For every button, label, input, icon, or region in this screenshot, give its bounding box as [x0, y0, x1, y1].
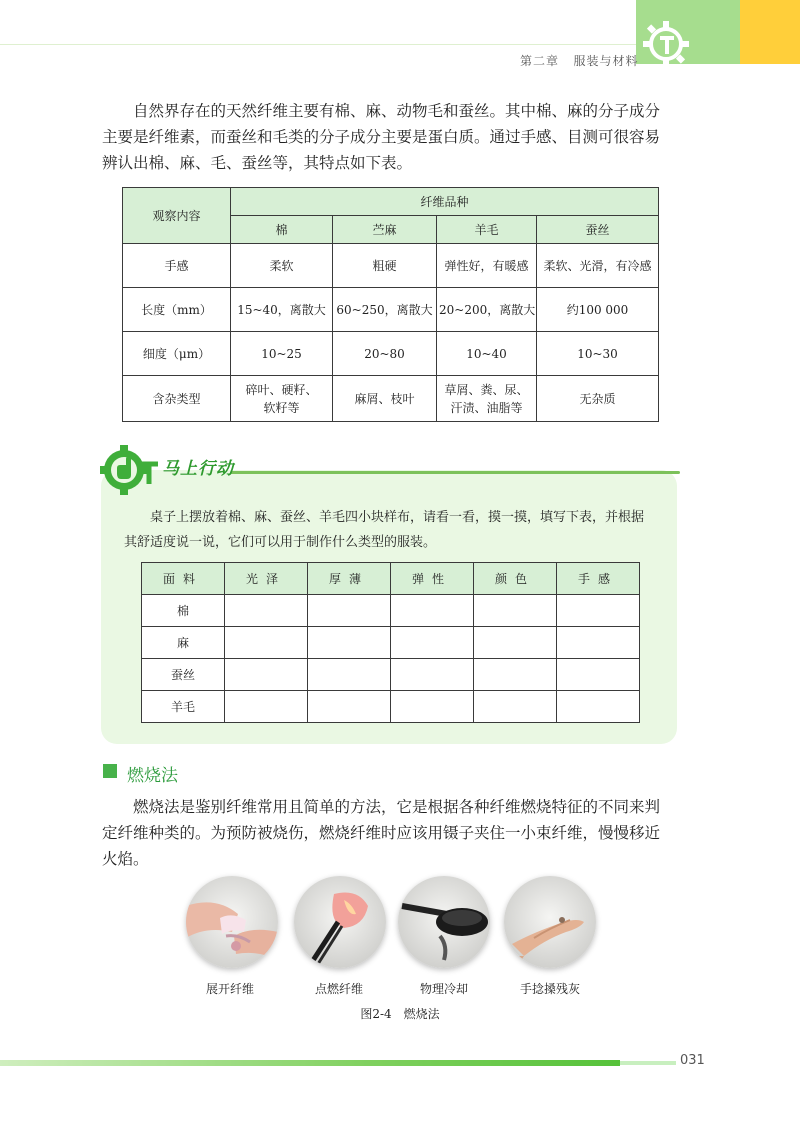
section-title: 燃烧法	[127, 766, 178, 786]
row-label: 含杂类型	[123, 376, 231, 422]
page-number: 031	[680, 1053, 705, 1068]
fiber-table	[122, 187, 659, 422]
worksheet-row-label: 羊毛	[142, 691, 225, 723]
table-row	[123, 288, 659, 332]
table-cell: 10~25	[231, 332, 333, 376]
table-row	[123, 376, 659, 422]
worksheet-blank-cell[interactable]	[308, 691, 391, 723]
worksheet-blank-cell[interactable]	[225, 627, 308, 659]
worksheet-blank-cell[interactable]	[308, 595, 391, 627]
burning-paragraph	[102, 794, 702, 872]
worksheet-blank-cell[interactable]	[557, 595, 640, 627]
worksheet-blank-cell[interactable]	[474, 691, 557, 723]
worksheet-header: 厚薄	[308, 563, 391, 595]
action-line: 桌子上摆放着棉、麻、蚕丝、羊毛四小块样布，请看一看，摸一摸，填写下表，并根据	[150, 510, 645, 525]
chapter-number: 第二章	[520, 54, 560, 68]
table-cell: 柔软	[231, 244, 333, 288]
table-cell: 柔软、光滑，有冷感	[537, 244, 659, 288]
action-title: 马上行动	[162, 459, 234, 479]
table-cell: 弹性好，有暖感	[437, 244, 537, 288]
burning-line: 燃烧法是鉴别纤维常用且简单的方法，它是根据各种纤维燃烧特征的不同来判	[133, 798, 661, 816]
photo-physical-cooling	[398, 876, 490, 968]
burning-line: 定纤维种类的。为预防被烧伤，燃烧纤维时应该用镊子夹住一小束纤维，慢慢移近	[102, 824, 661, 842]
table-cell: 10~30	[537, 332, 659, 376]
worksheet-blank-cell[interactable]	[557, 691, 640, 723]
worksheet-blank-cell[interactable]	[391, 627, 474, 659]
row-label: 细度（μm）	[123, 332, 231, 376]
burning-line: 火焰。	[102, 850, 149, 868]
intro-line: 辨认出棉、麻、毛、蚕丝等，其特点如下表。	[102, 154, 413, 172]
step-caption: 点燃纤维	[314, 982, 363, 996]
fiber-column-header: 苎麻	[333, 216, 437, 244]
fabric-worksheet-table	[141, 562, 640, 723]
chapter-title	[520, 52, 638, 69]
table-cell: 草屑、粪、尿、汗渍、油脂等	[437, 376, 537, 422]
worksheet-row-label: 麻	[142, 627, 225, 659]
table-row	[142, 595, 640, 627]
worksheet-header: 颜色	[474, 563, 557, 595]
action-instructions	[124, 505, 664, 555]
step-caption: 手捻搡残灰	[519, 982, 580, 996]
chapter-gear-icon	[640, 18, 692, 70]
worksheet-blank-cell[interactable]	[474, 659, 557, 691]
worksheet-row-label: 蚕丝	[142, 659, 225, 691]
intro-paragraph	[102, 98, 702, 176]
fiber-column-header: 蚕丝	[537, 216, 659, 244]
chapter-section: 服装与材料	[573, 54, 639, 68]
worksheet-blank-cell[interactable]	[308, 627, 391, 659]
worksheet-blank-cell[interactable]	[225, 691, 308, 723]
worksheet-blank-cell[interactable]	[474, 595, 557, 627]
photo-ignite-fiber	[294, 876, 386, 968]
worksheet-blank-cell[interactable]	[391, 659, 474, 691]
table-row	[142, 691, 640, 723]
worksheet-blank-cell[interactable]	[391, 595, 474, 627]
step-caption: 展开纤维	[205, 982, 254, 996]
section-bullet	[103, 764, 117, 778]
table-cell: 20~80	[333, 332, 437, 376]
fiber-table-group-header: 纤维品种	[231, 188, 659, 216]
table-cell: 60~250，离散大	[333, 288, 437, 332]
figure-caption: 图2-4 燃烧法	[360, 1007, 440, 1021]
header-rule	[0, 44, 636, 45]
fiber-column-header: 棉	[231, 216, 333, 244]
row-label: 手感	[123, 244, 231, 288]
table-cell: 约100 000	[537, 288, 659, 332]
table-cell: 20~200，离散大	[437, 288, 537, 332]
row-label: 长度（mm）	[123, 288, 231, 332]
worksheet-header: 手感	[557, 563, 640, 595]
table-cell: 无杂质	[537, 376, 659, 422]
table-cell: 碎叶、硬籽、软籽等	[231, 376, 333, 422]
intro-line: 自然界存在的天然纤维主要有棉、麻、动物毛和蚕丝。其中棉、麻的分子成分	[133, 102, 661, 120]
action-line: 其舒适度说一说，它们可以用于制作什么类型的服装。	[124, 535, 437, 550]
header-yellow-block	[740, 0, 800, 64]
worksheet-header: 面料	[142, 563, 225, 595]
footer-bar-tail	[620, 1061, 676, 1065]
table-row	[142, 659, 640, 691]
step-caption: 物理冷却	[419, 982, 468, 996]
worksheet-blank-cell[interactable]	[225, 659, 308, 691]
table-cell: 15~40，离散大	[231, 288, 333, 332]
worksheet-blank-cell[interactable]	[391, 691, 474, 723]
worksheet-blank-cell[interactable]	[474, 627, 557, 659]
photo-spread-fiber	[186, 876, 278, 968]
intro-line: 主要是纤维素，而蚕丝和毛类的分子成分主要是蛋白质。通过手感、目测可很容易	[102, 128, 661, 146]
fiber-column-header: 羊毛	[437, 216, 537, 244]
worksheet-header: 光泽	[225, 563, 308, 595]
worksheet-blank-cell[interactable]	[557, 659, 640, 691]
table-row	[123, 244, 659, 288]
table-row	[142, 627, 640, 659]
worksheet-blank-cell[interactable]	[225, 595, 308, 627]
worksheet-header: 弹性	[391, 563, 474, 595]
photo-rub-residue	[504, 876, 596, 968]
table-row	[123, 332, 659, 376]
table-cell: 麻屑、枝叶	[333, 376, 437, 422]
action-title-rule	[230, 471, 680, 474]
gear-hand-icon	[100, 444, 162, 496]
worksheet-row-label: 棉	[142, 595, 225, 627]
worksheet-blank-cell[interactable]	[308, 659, 391, 691]
table-cell: 10~40	[437, 332, 537, 376]
footer-bar	[0, 1060, 620, 1066]
worksheet-blank-cell[interactable]	[557, 627, 640, 659]
table-cell: 粗硬	[333, 244, 437, 288]
fiber-table-corner: 观察内容	[123, 188, 231, 244]
